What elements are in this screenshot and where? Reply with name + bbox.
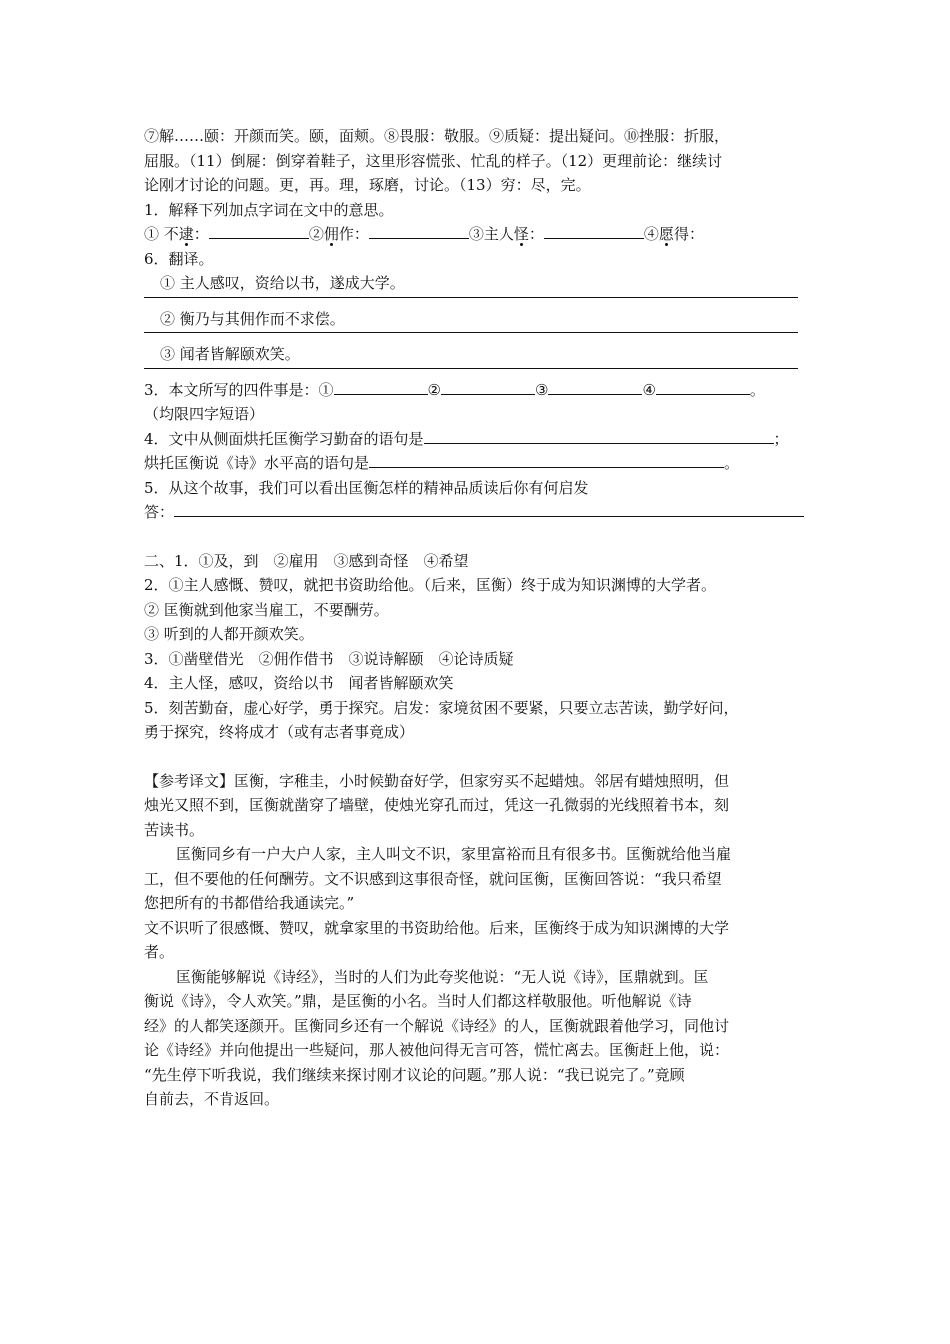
dotted-char: 逮: [178, 225, 194, 243]
answer-key-line: 5．刻苦勤奋，虚心好学，勇于探究。启发：家境贫困不要紧，只要立志苦读，勤学好问，: [144, 698, 739, 717]
answer-key-line: 勇于探究，终将成才（或有志者事竟成）: [144, 723, 415, 741]
answer-blank[interactable]: [441, 378, 535, 395]
translate-sentence: ③ 闻者皆解颐欢笑。: [160, 345, 300, 363]
translation-line: 论《诗经》并向他提出一些疑问，那人被他问得无言可答，慌忙离去。匡衡赶上他，说：: [144, 1041, 730, 1059]
question-6-stem: 6．翻译。: [144, 249, 214, 268]
answer-blank[interactable]: [656, 378, 750, 395]
question-5-answer: 答：: [144, 500, 810, 525]
translation-line: “先生停下听我说，我们继续来探讨刚才议论的问题。”那人说：“我已说完了。”竟顾: [144, 1065, 685, 1084]
translation-line: 烛光又照不到，匡衡就凿穿了墙壁，使烛光穿孔而过，凭这一孔微弱的光线照着书本，刻: [144, 796, 730, 814]
translation-line: 文不识听了很感慨、赞叹，就拿家里的书资助给他。后来，匡衡终于成为知识渊博的大学: [144, 918, 730, 937]
dotted-char: 怪: [513, 225, 529, 243]
answer-key-line: 二、1．①及，到 ②雇用 ③感到奇怪 ④希望: [144, 551, 469, 570]
translation-line: 您把所有的书都借给我通读完。”: [144, 894, 355, 912]
translate-sentence: ② 衡乃与其佣作而不求偿。: [160, 309, 345, 328]
translation-line: 苦读书。: [144, 820, 205, 839]
answer-key-line: 3．①凿壁借光 ②佣作借书 ③说诗解颐 ④论诗质疑: [144, 649, 514, 668]
answer-blank[interactable]: [209, 222, 309, 239]
question-1-stem: 1．解释下列加点字词在文中的意思。: [144, 200, 394, 219]
answer-key-line: 4．主人怪，感叹，资给以书 闻者皆解颐欢笑: [144, 674, 454, 692]
notes-line: 论刚才讨论的问题。更，再。理，琢磨，讨论。（13）穷：尽，完。: [144, 176, 591, 194]
question-1-items: ① 不逮： ②佣作： ③主人怪： ④愿得：: [144, 222, 810, 247]
question-5-stem: 5．从这个故事，我们可以看出匡衡怎样的精神品质读后你有何启发: [144, 478, 589, 497]
translation-line: 衡说《诗》，令人欢笑。”鼎，是匡衡的小名。当时人们都这样敬服他。听他解说《诗: [144, 992, 692, 1010]
translation-line: 经》的人都笑逐颜开。匡衡同乡还有一个解说《诗经》的人，匡衡就跟着他学习，同他讨: [144, 1016, 730, 1035]
dotted-char: 愿: [658, 225, 674, 243]
answer-blank[interactable]: [544, 222, 644, 239]
question-3: 3．本文所写的四件事是：① ② ③ ④ 。: [144, 378, 810, 403]
notes-line: 屈服。（11）倒屣：倒穿着鞋子，这里形容慌张、忙乱的样子。（12）更理前论：继续讨: [144, 151, 723, 170]
answer-blank[interactable]: [334, 378, 428, 395]
spacer: [144, 525, 810, 549]
notes-line: ⑦解……颐：开颜而笑。颐，面颊。⑧畏服：敬服。⑨质疑：提出疑问。⑩挫服：折服，: [144, 127, 730, 145]
translation-line: 者。: [144, 943, 175, 961]
translation-line: 匡衡能够解说《诗经》，当时的人们为此夸奖他说：“无人说《诗》，匡鼎就到。匡: [176, 967, 709, 986]
answer-blank[interactable]: [174, 500, 804, 517]
answer-line[interactable]: [144, 367, 798, 369]
answer-blank[interactable]: [369, 222, 469, 239]
answer-blank[interactable]: [548, 378, 642, 395]
answer-line[interactable]: [144, 296, 798, 298]
answer-blank[interactable]: [424, 427, 774, 444]
question-3-note: （均限四字短语）: [144, 405, 265, 423]
answer-blank[interactable]: [369, 451, 724, 468]
translation-line: 工，但不要他的任何酬劳。文不识感到这事很奇怪，就问匡衡，匡衡回答说：“我只希望: [144, 869, 722, 888]
translation-line: 自前去，不肯返回。: [144, 1090, 280, 1108]
question-4-line: 烘托匡衡说《诗》水平高的语句是 。: [144, 451, 810, 476]
document-content: [144, 124, 810, 1112]
answer-line[interactable]: [144, 331, 798, 333]
dotted-char: 佣: [323, 225, 339, 243]
answer-key-line: 2．①主人感慨、赞叹，就把书资助给他。（后来，匡衡）终于成为知识渊博的大学者。: [144, 576, 717, 594]
translate-sentence: ① 主人感叹，资给以书，遂成大学。: [160, 274, 405, 292]
answer-key-line: ③ 听到的人都开颜欢笑。: [144, 625, 314, 643]
translation-line: 【参考译文】匡衡，字稚圭，小时候勤奋好学，但家穷买不起蜡烛。邻居有蜡烛照明，但: [144, 771, 730, 790]
translation-line: 匡衡同乡有一户大户人家，主人叫文不识，家里富裕而且有很多书。匡衡就给他当雇: [176, 845, 732, 863]
answer-key-line: ② 匡衡就到他家当雇工，不要酬劳。: [144, 600, 389, 619]
question-4-line: 4．文中从侧面烘托匡衡学习勤奋的语句是 ；: [144, 427, 810, 452]
spacer: [144, 745, 810, 769]
